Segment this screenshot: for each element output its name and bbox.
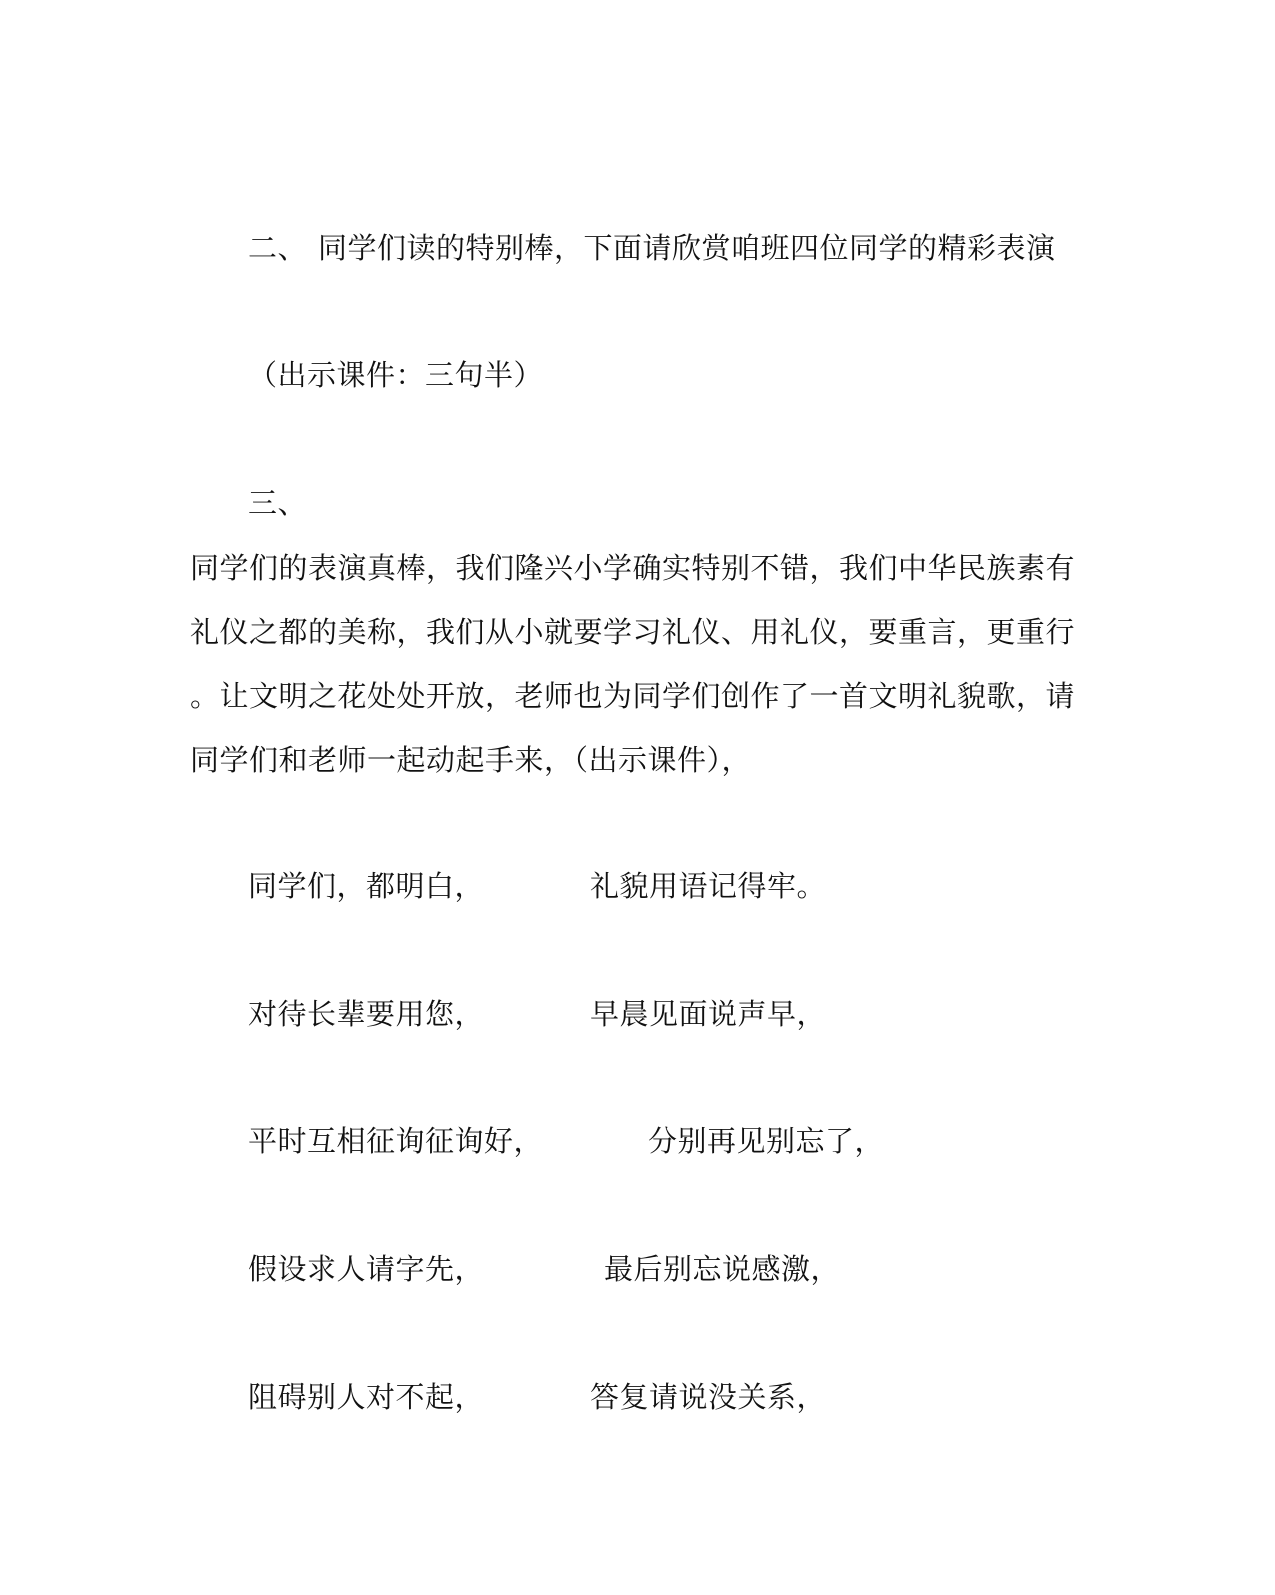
paragraph-line: 同学们和老师一起动起手来，（出示课件），	[190, 743, 752, 777]
poem-line-left: 对待长辈要用您，	[248, 997, 485, 1031]
poem-line-right: 答复请说没关系，	[590, 1380, 827, 1414]
paragraph-line: 礼仪之都的美称，我们从小就要学习礼仪、用礼仪，要重言，更重行	[190, 615, 1076, 649]
poem-line-right: 分别再见别忘了，	[648, 1124, 885, 1158]
poem-line-left: 假设求人请字先，	[248, 1252, 485, 1286]
paragraph-line: 。让文明之花处处开放，老师也为同学们创作了一首文明礼貌歌，请	[190, 679, 1076, 713]
section-3-paragraph	[190, 548, 1076, 804]
section-3-number: 三、	[248, 486, 308, 520]
poem-line-left: 同学们，都明白，	[248, 869, 485, 903]
poem-line-right: 礼貌用语记得牢。	[590, 869, 827, 903]
section-2-number: 二、	[248, 231, 308, 265]
section-2-note: （出示课件：三句半）	[248, 358, 544, 392]
poem-line-right: 早晨见面说声早，	[590, 997, 827, 1031]
poem-line-left: 平时互相征询征询好，	[248, 1124, 544, 1158]
section-2-text: 同学们读的特别棒，下面请欣赏咱班四位同学的精彩表演	[318, 231, 1056, 265]
poem-line-left: 阻碍别人对不起，	[248, 1380, 485, 1414]
paragraph-line: 同学们的表演真棒，我们隆兴小学确实特别不错，我们中华民族素有	[190, 551, 1076, 585]
poem-line-right: 最后别忘说感激，	[604, 1252, 841, 1286]
